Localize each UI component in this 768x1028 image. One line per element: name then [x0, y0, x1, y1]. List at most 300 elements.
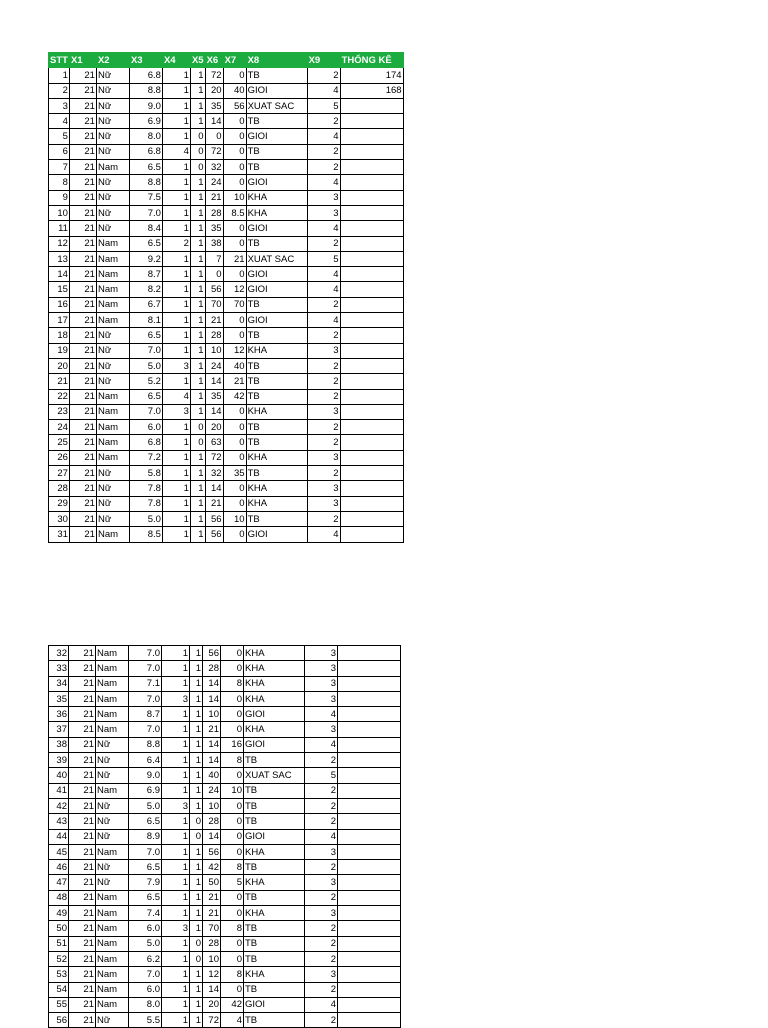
- table-cell[interactable]: [338, 798, 401, 813]
- table-cell[interactable]: 1: [162, 844, 190, 859]
- table-cell[interactable]: 5.0: [129, 936, 162, 951]
- table-cell[interactable]: KHA: [244, 661, 305, 676]
- table-cell[interactable]: KHA: [244, 875, 305, 890]
- table-cell[interactable]: 2: [49, 83, 70, 98]
- table-cell[interactable]: 21: [69, 328, 96, 343]
- table-cell[interactable]: 2: [307, 328, 340, 343]
- table-cell[interactable]: 7.0: [129, 646, 162, 661]
- table-cell[interactable]: 9.0: [129, 768, 162, 783]
- table-cell[interactable]: Nam: [96, 297, 129, 312]
- table-cell[interactable]: 1: [162, 343, 190, 358]
- table-cell[interactable]: 2: [307, 466, 340, 481]
- table-cell[interactable]: [338, 707, 401, 722]
- table-cell[interactable]: 0: [221, 707, 244, 722]
- table-cell[interactable]: 1: [190, 737, 203, 752]
- table-cell[interactable]: 1: [162, 676, 190, 691]
- table-cell[interactable]: 8: [49, 175, 70, 190]
- table-cell[interactable]: 14: [203, 676, 221, 691]
- table-cell[interactable]: 1: [190, 798, 203, 813]
- table-cell[interactable]: 18: [49, 328, 70, 343]
- table-cell[interactable]: 32: [205, 160, 223, 175]
- table-cell[interactable]: 1: [162, 1013, 190, 1028]
- table-cell[interactable]: [340, 496, 403, 511]
- table-cell[interactable]: [340, 144, 403, 159]
- table-cell[interactable]: 3: [305, 906, 338, 921]
- table-cell[interactable]: 8.8: [129, 737, 162, 752]
- table-cell[interactable]: 0: [223, 144, 246, 159]
- header-x9[interactable]: X9: [307, 53, 340, 68]
- table-cell[interactable]: 56: [205, 527, 223, 542]
- table-cell[interactable]: [340, 450, 403, 465]
- table-cell[interactable]: 3: [307, 205, 340, 220]
- table-cell[interactable]: Nam: [96, 982, 129, 997]
- table-cell[interactable]: 20: [205, 420, 223, 435]
- table-cell[interactable]: GIOI: [246, 267, 307, 282]
- table-cell[interactable]: 1: [162, 435, 190, 450]
- table-cell[interactable]: 5: [307, 251, 340, 266]
- table-cell[interactable]: 21: [69, 358, 96, 373]
- table-cell[interactable]: TB: [246, 68, 307, 83]
- table-cell[interactable]: 4: [307, 83, 340, 98]
- table-cell[interactable]: 21: [69, 374, 96, 389]
- table-cell[interactable]: 1: [162, 511, 190, 526]
- table-cell[interactable]: 35: [205, 221, 223, 236]
- table-cell[interactable]: 6.9: [129, 783, 162, 798]
- table-cell[interactable]: 28: [203, 936, 221, 951]
- table-cell[interactable]: 1: [162, 875, 190, 890]
- table-cell[interactable]: 13: [49, 251, 70, 266]
- table-cell[interactable]: [338, 768, 401, 783]
- table-cell[interactable]: 10: [203, 951, 221, 966]
- table-cell[interactable]: Nữ: [96, 753, 129, 768]
- table-cell[interactable]: 1: [190, 527, 205, 542]
- table-cell[interactable]: 2: [307, 160, 340, 175]
- table-cell[interactable]: 21: [203, 722, 221, 737]
- table-cell[interactable]: Nữ: [96, 496, 129, 511]
- table-cell[interactable]: [340, 221, 403, 236]
- table-cell[interactable]: 7.0: [129, 967, 162, 982]
- table-cell[interactable]: 1: [190, 997, 203, 1012]
- table-cell[interactable]: 1: [190, 98, 205, 113]
- table-cell[interactable]: 5.5: [129, 1013, 162, 1028]
- table-cell[interactable]: 21: [203, 906, 221, 921]
- table-cell[interactable]: 4: [307, 282, 340, 297]
- table-cell[interactable]: 2: [305, 798, 338, 813]
- table-cell[interactable]: 1: [190, 646, 203, 661]
- table-cell[interactable]: 21: [69, 221, 96, 236]
- table-cell[interactable]: 1: [162, 160, 190, 175]
- table-cell[interactable]: 21: [69, 661, 96, 676]
- table-cell[interactable]: 35: [49, 691, 69, 706]
- table-cell[interactable]: 21: [205, 190, 223, 205]
- table-cell[interactable]: Nam: [96, 921, 129, 936]
- table-cell[interactable]: 1: [190, 328, 205, 343]
- table-cell[interactable]: 10: [221, 783, 244, 798]
- table-cell[interactable]: 1: [190, 921, 203, 936]
- table-cell[interactable]: 24: [49, 420, 70, 435]
- table-cell[interactable]: 3: [162, 921, 190, 936]
- table-cell[interactable]: 21: [69, 875, 96, 890]
- table-cell[interactable]: 1: [190, 267, 205, 282]
- table-cell[interactable]: 0: [221, 844, 244, 859]
- table-cell[interactable]: 4: [307, 527, 340, 542]
- table-cell[interactable]: 56: [223, 98, 246, 113]
- table-cell[interactable]: 3: [162, 691, 190, 706]
- table-cell[interactable]: 56: [203, 646, 221, 661]
- table-cell[interactable]: 8: [221, 676, 244, 691]
- table-cell[interactable]: 3: [305, 875, 338, 890]
- table-cell[interactable]: TB: [244, 936, 305, 951]
- table-cell[interactable]: [338, 737, 401, 752]
- table-cell[interactable]: 21: [69, 160, 96, 175]
- table-cell[interactable]: [340, 190, 403, 205]
- table-cell[interactable]: 1: [190, 783, 203, 798]
- table-cell[interactable]: 50: [203, 875, 221, 890]
- table-cell[interactable]: 31: [49, 527, 70, 542]
- table-cell[interactable]: Nữ: [96, 205, 129, 220]
- table-cell[interactable]: [338, 753, 401, 768]
- table-cell[interactable]: Nữ: [96, 466, 129, 481]
- table-cell[interactable]: [340, 481, 403, 496]
- table-cell[interactable]: Nam: [96, 646, 129, 661]
- header-x2[interactable]: X2: [96, 53, 129, 68]
- table-cell[interactable]: 3: [305, 844, 338, 859]
- table-cell[interactable]: 21: [205, 496, 223, 511]
- table-cell[interactable]: 1: [190, 768, 203, 783]
- table-cell[interactable]: KHA: [244, 646, 305, 661]
- table-cell[interactable]: [340, 267, 403, 282]
- table-cell[interactable]: [338, 661, 401, 676]
- table-cell[interactable]: KHA: [244, 967, 305, 982]
- table-cell[interactable]: 0: [205, 129, 223, 144]
- table-cell[interactable]: 23: [49, 404, 70, 419]
- table-cell[interactable]: GIOI: [246, 282, 307, 297]
- table-cell[interactable]: [338, 890, 401, 905]
- table-cell[interactable]: TB: [244, 951, 305, 966]
- table-cell[interactable]: Nam: [96, 160, 129, 175]
- table-cell[interactable]: TB: [246, 236, 307, 251]
- table-cell[interactable]: 1: [162, 936, 190, 951]
- table-cell[interactable]: 21: [69, 404, 96, 419]
- table-cell[interactable]: 2: [307, 297, 340, 312]
- table-cell[interactable]: 1: [162, 267, 190, 282]
- table-cell[interactable]: 5.0: [129, 511, 162, 526]
- table-cell[interactable]: GIOI: [246, 221, 307, 236]
- table-cell[interactable]: XUAT SAC: [246, 98, 307, 113]
- table-cell[interactable]: 2: [305, 860, 338, 875]
- table-cell[interactable]: 3: [49, 98, 70, 113]
- table-cell[interactable]: TB: [246, 114, 307, 129]
- table-cell[interactable]: 0: [221, 906, 244, 921]
- table-cell[interactable]: [338, 967, 401, 982]
- table-cell[interactable]: 56: [205, 282, 223, 297]
- table-cell[interactable]: 56: [203, 844, 221, 859]
- table-cell[interactable]: 6.2: [129, 951, 162, 966]
- table-cell[interactable]: KHA: [244, 844, 305, 859]
- table-cell[interactable]: 0: [223, 496, 246, 511]
- table-cell[interactable]: 22: [49, 389, 70, 404]
- table-cell[interactable]: 21: [69, 68, 96, 83]
- table-cell[interactable]: 21: [205, 313, 223, 328]
- table-cell[interactable]: 8.0: [129, 129, 162, 144]
- table-cell[interactable]: 2: [307, 374, 340, 389]
- table-cell[interactable]: 1: [190, 221, 205, 236]
- table-cell[interactable]: 1: [190, 511, 205, 526]
- table-cell[interactable]: 21: [69, 1013, 96, 1028]
- table-cell[interactable]: KHA: [246, 481, 307, 496]
- table-cell[interactable]: 1: [162, 175, 190, 190]
- table-cell[interactable]: Nam: [96, 404, 129, 419]
- table-cell[interactable]: 1: [162, 114, 190, 129]
- table-cell[interactable]: Nam: [96, 890, 129, 905]
- table-cell[interactable]: TB: [244, 860, 305, 875]
- table-cell[interactable]: 2: [307, 236, 340, 251]
- table-cell[interactable]: 24: [205, 175, 223, 190]
- table-cell[interactable]: 3: [162, 798, 190, 813]
- table-cell[interactable]: 55: [49, 997, 69, 1012]
- table-cell[interactable]: 7.0: [129, 722, 162, 737]
- table-cell[interactable]: [338, 951, 401, 966]
- table-cell[interactable]: 7.4: [129, 906, 162, 921]
- table-cell[interactable]: TB: [244, 798, 305, 813]
- table-cell[interactable]: 21: [69, 768, 96, 783]
- table-cell[interactable]: [340, 404, 403, 419]
- table-cell[interactable]: 5.0: [129, 798, 162, 813]
- table-cell[interactable]: 21: [203, 890, 221, 905]
- table-cell[interactable]: TB: [246, 328, 307, 343]
- table-cell[interactable]: 29: [49, 496, 70, 511]
- table-cell[interactable]: GIOI: [246, 129, 307, 144]
- table-cell[interactable]: [338, 646, 401, 661]
- table-cell[interactable]: 8: [221, 753, 244, 768]
- table-cell[interactable]: 21: [69, 814, 96, 829]
- table-cell[interactable]: 1: [162, 282, 190, 297]
- table-cell[interactable]: 21: [69, 251, 96, 266]
- table-cell[interactable]: 1: [162, 906, 190, 921]
- table-cell[interactable]: 70: [223, 297, 246, 312]
- table-cell[interactable]: 7.8: [129, 496, 162, 511]
- table-cell[interactable]: 0: [221, 661, 244, 676]
- table-cell[interactable]: 7: [49, 160, 70, 175]
- table-cell[interactable]: 4: [162, 389, 190, 404]
- table-cell[interactable]: 21: [69, 844, 96, 859]
- table-cell[interactable]: Nữ: [96, 374, 129, 389]
- table-cell[interactable]: 1: [162, 814, 190, 829]
- table-cell[interactable]: 38: [205, 236, 223, 251]
- table-cell[interactable]: 0: [221, 829, 244, 844]
- table-cell[interactable]: 35: [205, 389, 223, 404]
- table-cell[interactable]: [340, 98, 403, 113]
- table-cell[interactable]: 28: [205, 328, 223, 343]
- table-cell[interactable]: 1: [190, 282, 205, 297]
- table-cell[interactable]: [338, 906, 401, 921]
- table-cell[interactable]: 32: [205, 466, 223, 481]
- table-cell[interactable]: 2: [162, 236, 190, 251]
- table-cell[interactable]: [340, 114, 403, 129]
- table-cell[interactable]: 8: [221, 921, 244, 936]
- table-cell[interactable]: 0: [223, 435, 246, 450]
- table-cell[interactable]: 63: [205, 435, 223, 450]
- table-cell[interactable]: Nam: [96, 951, 129, 966]
- table-cell[interactable]: 14: [49, 267, 70, 282]
- table-cell[interactable]: 4: [307, 175, 340, 190]
- table-cell[interactable]: 1: [162, 190, 190, 205]
- table-cell[interactable]: 42: [221, 997, 244, 1012]
- table-cell[interactable]: 21: [69, 129, 96, 144]
- table-cell[interactable]: 14: [203, 737, 221, 752]
- table-cell[interactable]: Nữ: [96, 737, 129, 752]
- table-cell[interactable]: Nam: [96, 936, 129, 951]
- table-cell[interactable]: GIOI: [244, 737, 305, 752]
- table-cell[interactable]: 21: [69, 951, 96, 966]
- table-cell[interactable]: 43: [49, 814, 69, 829]
- table-cell[interactable]: 9.0: [129, 98, 162, 113]
- table-cell[interactable]: 1: [190, 753, 203, 768]
- table-cell[interactable]: 2: [307, 511, 340, 526]
- table-cell[interactable]: 1: [190, 496, 205, 511]
- table-cell[interactable]: 21: [69, 890, 96, 905]
- table-cell[interactable]: 21: [69, 98, 96, 113]
- table-cell[interactable]: 0: [190, 951, 203, 966]
- table-cell[interactable]: 1: [190, 967, 203, 982]
- table-cell[interactable]: 0: [221, 951, 244, 966]
- table-cell[interactable]: GIOI: [246, 527, 307, 542]
- table-cell[interactable]: 7.9: [129, 875, 162, 890]
- table-cell[interactable]: TB: [244, 921, 305, 936]
- table-cell[interactable]: 2: [307, 420, 340, 435]
- table-cell[interactable]: 3: [307, 496, 340, 511]
- table-cell[interactable]: KHA: [244, 676, 305, 691]
- table-cell[interactable]: 39: [49, 753, 69, 768]
- table-cell[interactable]: Nam: [96, 997, 129, 1012]
- table-cell[interactable]: [338, 691, 401, 706]
- table-cell[interactable]: 21: [69, 114, 96, 129]
- table-cell[interactable]: 21: [69, 691, 96, 706]
- table-cell[interactable]: 21: [69, 267, 96, 282]
- table-cell[interactable]: KHA: [246, 205, 307, 220]
- table-cell[interactable]: KHA: [244, 691, 305, 706]
- table-cell[interactable]: [340, 205, 403, 220]
- table-cell[interactable]: 0: [223, 313, 246, 328]
- table-cell[interactable]: [338, 875, 401, 890]
- table-cell[interactable]: 1: [190, 450, 205, 465]
- table-cell[interactable]: 8.1: [129, 313, 162, 328]
- table-cell[interactable]: [340, 527, 403, 542]
- table-cell[interactable]: 1: [162, 527, 190, 542]
- table-cell[interactable]: Nữ: [96, 1013, 129, 1028]
- table-cell[interactable]: 6.5: [129, 160, 162, 175]
- table-cell[interactable]: 21: [69, 707, 96, 722]
- table-cell[interactable]: 21: [69, 481, 96, 496]
- table-cell[interactable]: 19: [49, 343, 70, 358]
- table-cell[interactable]: Nam: [96, 661, 129, 676]
- table-cell[interactable]: 1: [190, 404, 205, 419]
- header-x3[interactable]: X3: [129, 53, 162, 68]
- table-cell[interactable]: 40: [223, 83, 246, 98]
- table-cell[interactable]: 36: [49, 707, 69, 722]
- table-cell[interactable]: 21: [69, 676, 96, 691]
- table-cell[interactable]: 1: [190, 661, 203, 676]
- table-cell[interactable]: 0: [190, 144, 205, 159]
- table-cell[interactable]: Nam: [96, 676, 129, 691]
- table-cell[interactable]: 14: [203, 829, 221, 844]
- table-cell[interactable]: 0: [223, 236, 246, 251]
- table-cell[interactable]: XUAT SAC: [246, 251, 307, 266]
- table-cell[interactable]: 1: [162, 646, 190, 661]
- table-cell[interactable]: 1: [190, 175, 205, 190]
- table-cell[interactable]: Nam: [96, 707, 129, 722]
- table-cell[interactable]: [338, 936, 401, 951]
- table-cell[interactable]: 1: [190, 906, 203, 921]
- header-thong-ke[interactable]: THỐNG KÊ: [340, 53, 403, 68]
- table-cell[interactable]: 3: [307, 404, 340, 419]
- table-cell[interactable]: 2: [305, 814, 338, 829]
- table-cell[interactable]: Nam: [96, 450, 129, 465]
- table-cell[interactable]: 14: [205, 374, 223, 389]
- table-cell[interactable]: 0: [223, 175, 246, 190]
- table-cell[interactable]: 3: [305, 676, 338, 691]
- table-cell[interactable]: 0: [205, 267, 223, 282]
- table-cell[interactable]: 1: [162, 707, 190, 722]
- table-cell[interactable]: 10: [203, 707, 221, 722]
- table-cell[interactable]: 1: [190, 481, 205, 496]
- table-cell[interactable]: 2: [305, 936, 338, 951]
- table-cell[interactable]: [340, 420, 403, 435]
- table-cell[interactable]: 1: [190, 691, 203, 706]
- table-cell[interactable]: 1: [162, 783, 190, 798]
- table-cell[interactable]: 8.8: [129, 175, 162, 190]
- table-cell[interactable]: 1: [190, 890, 203, 905]
- table-cell[interactable]: 4: [307, 221, 340, 236]
- table-cell[interactable]: [340, 282, 403, 297]
- table-cell[interactable]: TB: [246, 435, 307, 450]
- table-cell[interactable]: 6.0: [129, 921, 162, 936]
- table-cell[interactable]: [340, 511, 403, 526]
- table-cell[interactable]: Nam: [96, 282, 129, 297]
- table-cell[interactable]: GIOI: [246, 175, 307, 190]
- table-cell[interactable]: 7.5: [129, 190, 162, 205]
- table-cell[interactable]: 1: [190, 389, 205, 404]
- table-cell[interactable]: 8: [221, 967, 244, 982]
- table-cell[interactable]: Nam: [96, 313, 129, 328]
- table-cell[interactable]: 9.2: [129, 251, 162, 266]
- table-cell[interactable]: Nam: [96, 267, 129, 282]
- table-cell[interactable]: 8.0: [129, 997, 162, 1012]
- table-cell[interactable]: Nữ: [96, 129, 129, 144]
- table-cell[interactable]: 7.1: [129, 676, 162, 691]
- table-cell[interactable]: 48: [49, 890, 69, 905]
- table-cell[interactable]: 0: [221, 890, 244, 905]
- table-cell[interactable]: 0: [190, 829, 203, 844]
- table-cell[interactable]: Nam: [96, 389, 129, 404]
- table-cell[interactable]: [340, 343, 403, 358]
- table-cell[interactable]: 0: [190, 936, 203, 951]
- table-cell[interactable]: 0: [223, 450, 246, 465]
- table-cell[interactable]: 8.7: [129, 267, 162, 282]
- header-x4[interactable]: X4: [162, 53, 190, 68]
- table-cell[interactable]: 16: [221, 737, 244, 752]
- table-cell[interactable]: 0: [221, 768, 244, 783]
- table-cell[interactable]: 1: [162, 967, 190, 982]
- table-cell[interactable]: TB: [244, 753, 305, 768]
- table-cell[interactable]: Nữ: [96, 860, 129, 875]
- table-cell[interactable]: 1: [190, 707, 203, 722]
- table-cell[interactable]: 3: [305, 967, 338, 982]
- table-cell[interactable]: 28: [205, 205, 223, 220]
- table-cell[interactable]: 3: [305, 646, 338, 661]
- table-cell[interactable]: Nam: [96, 435, 129, 450]
- table-cell[interactable]: Nữ: [96, 358, 129, 373]
